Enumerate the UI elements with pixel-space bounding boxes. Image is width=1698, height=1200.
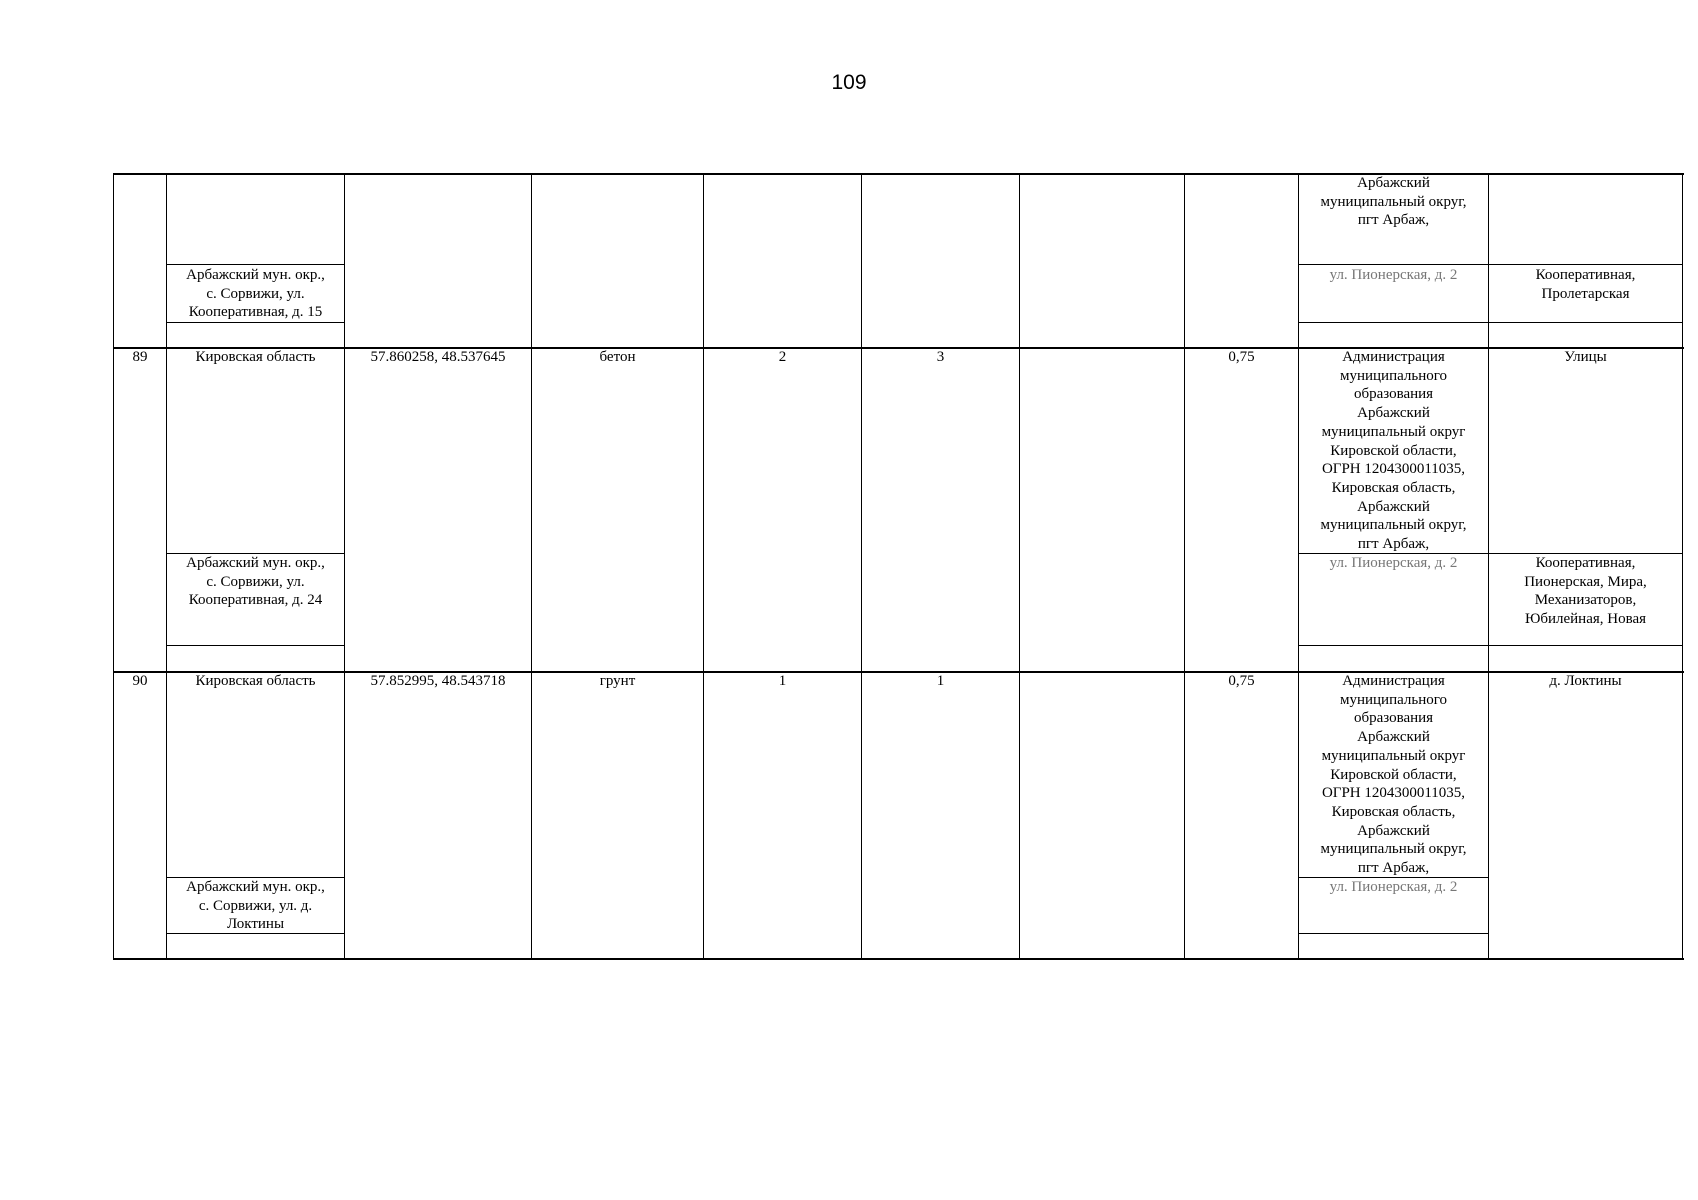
subrow-line xyxy=(1298,933,1488,934)
column-line xyxy=(113,173,114,960)
owner-address-cell: ул. Пионерская, д. 2 xyxy=(1329,879,1458,895)
region-cell: Кировская область xyxy=(195,673,316,689)
count-cell: 2 xyxy=(778,349,787,365)
count-cell: 1 xyxy=(936,673,945,689)
subrow-line xyxy=(166,322,344,323)
subrow-line xyxy=(1298,645,1488,646)
owner-cell: Администрация муниципального образования Арбажский муниципальный округ Кировской области, ОГРН 1204300011035, Кировская область, Арбажский муниципальный округ, пгт Арбаж, xyxy=(1320,673,1467,877)
column-line xyxy=(1682,173,1683,960)
coordinates-cell: 57.860258, 48.537645 xyxy=(370,349,506,365)
volume-cell: 0,75 xyxy=(1228,673,1255,689)
served-area-cell: Кооперативная, Пролетарская xyxy=(1535,267,1636,302)
row-number-cell: 90 xyxy=(132,673,148,689)
owner-address-cell: ул. Пионерская, д. 2 xyxy=(1329,267,1458,283)
owner-address-cell: ул. Пионерская, д. 2 xyxy=(1329,555,1458,571)
column-line xyxy=(703,173,704,960)
region-cell: Кировская область xyxy=(195,349,316,365)
column-line xyxy=(1019,173,1020,960)
column-line xyxy=(1184,173,1185,960)
column-line xyxy=(344,173,345,960)
served-area-cell: Улицы xyxy=(1564,349,1607,365)
coordinates-cell: 57.852995, 48.543718 xyxy=(370,673,506,689)
subrow-line xyxy=(1488,264,1682,265)
subrow-line xyxy=(1298,264,1488,265)
count-cell: 3 xyxy=(936,349,945,365)
column-line xyxy=(531,173,532,960)
surface-cell: грунт xyxy=(599,673,636,689)
served-area-cell: Кооперативная, Пионерская, Мира, Механизаторов, Юбилейная, Новая xyxy=(1524,555,1647,628)
settlement-address-cell: Арбажский мун. окр., с. Сорвижи, ул. Кооперативная, д. 15 xyxy=(186,267,325,321)
subrow-line xyxy=(166,933,344,934)
owner-cell: Администрация муниципального образования Арбажский муниципальный округ Кировской области, ОГРН 1204300011035, Кировская область, Арбажский муниципальный округ, пгт Арбаж, xyxy=(1320,349,1467,553)
column-line xyxy=(861,173,862,960)
owner-cell: Арбажский муниципальный округ, пгт Арбаж, xyxy=(1320,175,1467,229)
subrow-line xyxy=(166,264,344,265)
subrow-line xyxy=(166,645,344,646)
settlement-address-cell: Арбажский мун. окр., с. Сорвижи, ул. Кооперативная, д. 24 xyxy=(186,555,325,609)
subrow-line xyxy=(1298,322,1488,323)
page-number: 109 xyxy=(831,71,867,94)
settlement-address-cell: Арбажский мун. окр., с. Сорвижи, ул. д. Локтины xyxy=(186,879,325,933)
subrow-line xyxy=(1488,322,1682,323)
served-area-cell: д. Локтины xyxy=(1549,673,1622,689)
row-number-cell: 89 xyxy=(132,349,148,365)
subrow-line xyxy=(1488,645,1682,646)
volume-cell: 0,75 xyxy=(1228,349,1255,365)
count-cell: 1 xyxy=(778,673,787,689)
surface-cell: бетон xyxy=(599,349,636,365)
table-bottom-border xyxy=(113,958,1684,960)
